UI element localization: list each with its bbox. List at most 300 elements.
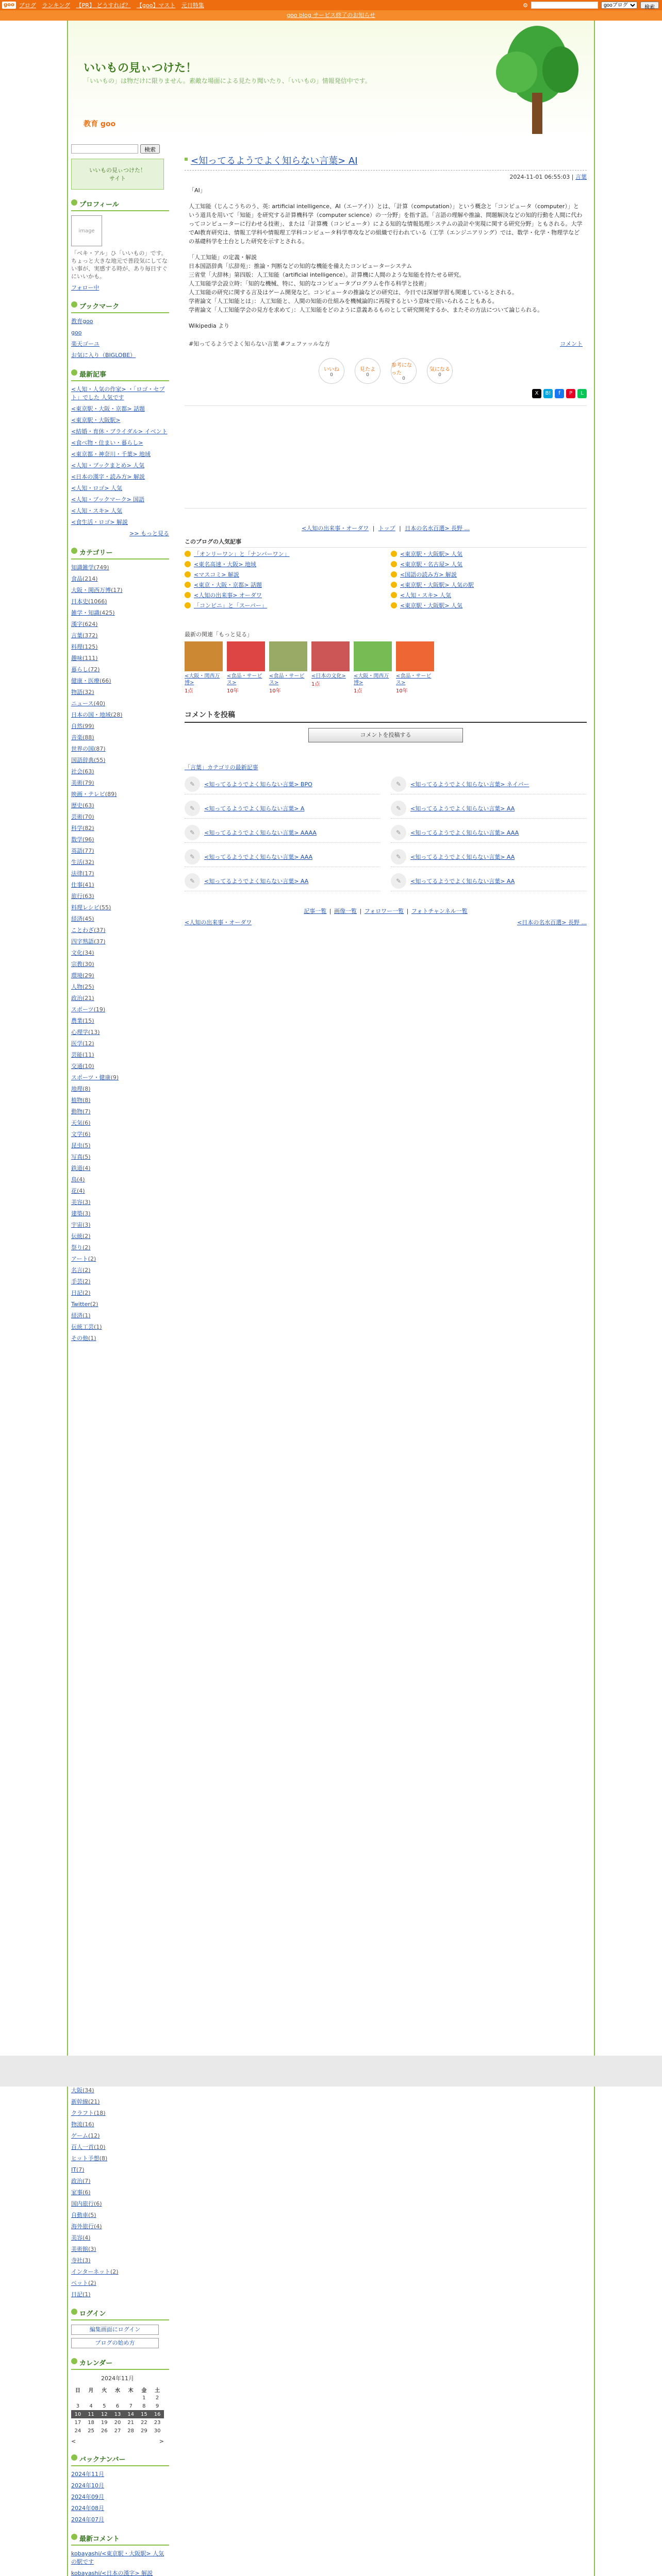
category-name[interactable]: 美術館 (71, 2246, 88, 2252)
category-item[interactable] (71, 2166, 169, 2174)
category-name[interactable]: 日記 (71, 2291, 82, 2298)
category-name[interactable]: 家事 (71, 2189, 82, 2196)
category-item[interactable] (71, 620, 169, 629)
related-link[interactable]: <マスコミ> 解説 (194, 571, 239, 578)
category-item[interactable] (71, 2177, 169, 2185)
recommend-image[interactable] (311, 641, 350, 671)
category-item[interactable] (71, 1255, 169, 1263)
category-name[interactable]: 医学 (71, 1040, 82, 1047)
category-name[interactable]: 国内旅行 (71, 2200, 94, 2207)
category-item[interactable] (71, 756, 169, 765)
category-latest-link[interactable]: <知ってるようでよく知らない言葉> AAA (410, 829, 519, 836)
bookmark-item[interactable]: goo (71, 329, 82, 336)
recommend-card[interactable] (227, 641, 265, 694)
recent-item[interactable]: <人知・ブックまとめ> 人気 (71, 462, 145, 469)
category-name[interactable]: 知識雑学 (71, 564, 94, 571)
category-item[interactable] (71, 1119, 169, 1127)
category-name[interactable]: 自然 (71, 723, 82, 730)
calendar-day[interactable]: 2 (155, 2395, 159, 2401)
category-name[interactable]: 社会 (71, 768, 82, 775)
category-latest-link[interactable]: <知ってるようでよく知らない言葉> AAAA (204, 829, 317, 836)
category-name[interactable]: 物流 (71, 2121, 82, 2128)
backnumber-item[interactable]: 2024年10月 (71, 2482, 104, 2489)
related-link[interactable]: <人知の出来事> オーダワ (194, 592, 262, 599)
category-item[interactable] (71, 1221, 169, 1229)
category-latest-item[interactable] (185, 799, 380, 819)
category-item[interactable] (71, 1323, 169, 1331)
category-item[interactable] (71, 881, 169, 889)
category-name[interactable]: アート (71, 1256, 88, 1262)
backnumber-item[interactable]: 2024年09月 (71, 2494, 104, 2500)
category-name[interactable]: 海外旅行 (71, 2223, 94, 2230)
category-item[interactable] (71, 2098, 169, 2106)
category-name[interactable]: 歴史 (71, 802, 82, 809)
category-name[interactable]: 手芸 (71, 1278, 82, 1285)
category-item[interactable] (71, 643, 169, 651)
blog-banner[interactable] (71, 159, 164, 190)
category-latest-item[interactable] (185, 823, 380, 843)
category-item[interactable] (71, 745, 169, 753)
category-item[interactable] (71, 1300, 169, 1309)
category-name[interactable]: 大阪 (71, 2087, 82, 2094)
category-name[interactable]: 芸術 (71, 814, 82, 820)
blog-search-input[interactable] (71, 144, 138, 154)
category-item[interactable] (71, 734, 169, 742)
calendar-day[interactable]: 11 (85, 2410, 98, 2418)
calendar-day[interactable]: 21 (127, 2419, 135, 2426)
category-name[interactable]: 芸能 (71, 1052, 82, 1058)
category-name[interactable]: 宇宙 (71, 1222, 82, 1228)
category-name[interactable]: 暮らし (71, 666, 88, 673)
calendar-prev[interactable]: < (71, 2438, 76, 2445)
category-item[interactable] (71, 2257, 169, 2265)
top-nav-link[interactable]: 元日特集 (181, 2, 204, 9)
recent-item[interactable]: <結婚・育休・ブライダル> イベント (71, 428, 168, 435)
category-name[interactable]: クラフト (71, 2110, 94, 2116)
category-item[interactable] (71, 2109, 169, 2117)
category-name[interactable]: 経済 (71, 1312, 82, 1319)
category-item[interactable] (71, 972, 169, 980)
calendar-day[interactable]: 29 (141, 2428, 147, 2434)
category-name[interactable]: ペット (71, 2280, 88, 2286)
category-name[interactable]: インターネット (71, 2268, 111, 2275)
category-latest-item[interactable] (185, 847, 380, 867)
category-name[interactable]: ゲーム (71, 2132, 88, 2139)
category-name[interactable]: ニュース (71, 700, 94, 707)
recommend-label[interactable]: <食品・サービス> (396, 673, 432, 686)
category-name[interactable]: 料理レシピ (71, 904, 100, 911)
category-name[interactable]: 食品 (71, 575, 82, 582)
category-latest-item[interactable] (185, 774, 380, 794)
calendar-day[interactable]: 27 (114, 2428, 121, 2434)
category-item[interactable] (71, 1334, 169, 1343)
category-name[interactable]: 政治 (71, 2178, 82, 2184)
recent-item[interactable]: <東京都・神奈川・千葉> 地域 (71, 451, 151, 457)
calendar-next[interactable]: > (159, 2438, 164, 2445)
calendar-day[interactable]: 3 (76, 2403, 80, 2409)
recent-item[interactable]: <日本の漢字・読み方> 解説 (71, 473, 145, 480)
category-latest-item[interactable] (185, 871, 380, 891)
category-name[interactable]: 料理 (71, 643, 82, 650)
recent-item[interactable]: <人知・スキ> 人気 (71, 507, 122, 514)
category-item[interactable] (71, 1040, 169, 1048)
reaction-button[interactable] (319, 358, 344, 384)
category-item[interactable] (71, 802, 169, 810)
calendar-day[interactable]: 6 (115, 2403, 120, 2409)
category-name[interactable]: ヒット予想 (71, 2155, 100, 2162)
recommend-label[interactable]: <大阪・関西万博> (354, 673, 389, 686)
category-name[interactable]: 漢字 (71, 621, 82, 628)
category-name[interactable]: 自動車 (71, 2212, 88, 2218)
reaction-button[interactable] (391, 358, 417, 384)
category-latest-link[interactable]: <知ってるようでよく知らない言葉> A (204, 805, 305, 812)
category-name[interactable]: 地理 (71, 1086, 82, 1092)
related-link[interactable]: <東名高速・大阪> 地域 (194, 561, 256, 568)
category-item[interactable] (71, 790, 169, 799)
category-name[interactable]: 寺社 (71, 2257, 82, 2264)
calendar-day[interactable]: 10 (71, 2410, 85, 2418)
category-item[interactable] (71, 1051, 169, 1059)
category-item[interactable] (71, 722, 169, 731)
category-item[interactable] (71, 983, 169, 991)
category-item[interactable] (71, 2121, 169, 2129)
sns-share-icon[interactable]: L (577, 389, 587, 398)
category-item[interactable] (71, 858, 169, 867)
category-name[interactable]: その他 (71, 1335, 88, 1342)
category-name[interactable]: 科学 (71, 825, 82, 832)
category-name[interactable]: スポーツ (71, 1006, 94, 1013)
gear-icon[interactable]: ⚙ (523, 2, 528, 9)
calendar-day[interactable]: 13 (111, 2410, 124, 2418)
category-name[interactable]: 四字熟語 (71, 938, 94, 945)
category-name[interactable]: 新幹線 (71, 2098, 88, 2105)
top-nav-link[interactable]: 【goo】マスト (136, 2, 176, 9)
category-item[interactable] (71, 1006, 169, 1014)
category-item[interactable] (71, 1130, 169, 1139)
recommend-image[interactable] (354, 641, 392, 671)
related-link[interactable]: 「コンビニ」と「スーパー」 (194, 602, 267, 609)
sns-share-icon[interactable]: B! (543, 389, 553, 398)
category-item[interactable] (71, 2200, 169, 2208)
bookmark-item[interactable]: 楽天ゴーユ (71, 341, 100, 347)
reaction-button[interactable] (427, 358, 453, 384)
category-name[interactable]: IT (71, 2166, 76, 2173)
bottom-next-link[interactable]: <日本の名水百選> 長野 ... (517, 919, 587, 926)
sns-share-icon[interactable]: X (532, 389, 541, 398)
recent-item[interactable]: <人知・ブックマーク> 国語 (71, 496, 145, 503)
category-item[interactable] (71, 1244, 169, 1252)
category-name[interactable]: 政治 (71, 995, 82, 1002)
category-name[interactable]: 趣味 (71, 655, 82, 662)
related-link[interactable]: <東京駅・大阪駅> 人気 (400, 602, 462, 609)
category-name[interactable]: 日記 (71, 1290, 82, 1296)
category-name[interactable]: 大阪・関西万博 (71, 587, 111, 594)
reaction-button[interactable] (355, 358, 380, 384)
category-item[interactable] (71, 564, 169, 572)
bottom-prev-link[interactable]: <人知の出来事・オーダワ (185, 919, 252, 926)
category-item[interactable] (71, 654, 169, 663)
calendar-day[interactable]: 22 (141, 2419, 147, 2426)
category-name[interactable]: 環境 (71, 972, 82, 979)
category-item[interactable] (71, 1210, 169, 1218)
recommend-label[interactable]: <日本の文化> (311, 673, 346, 679)
bottom-nav-link[interactable]: 画像一覧 (334, 908, 357, 914)
category-latest-item[interactable] (391, 774, 587, 794)
category-item[interactable] (71, 2223, 169, 2231)
calendar-day[interactable]: 15 (138, 2410, 151, 2418)
recent-item[interactable]: <食生活・ロゴ> 解説 (71, 519, 128, 526)
category-item[interactable] (71, 1074, 169, 1082)
category-item[interactable] (71, 688, 169, 697)
comment-item[interactable]: kobayashi/<日本の漢字> 解説 (71, 2570, 153, 2576)
category-item[interactable] (71, 892, 169, 901)
tag-list[interactable]: #知ってるようでよく知らない言葉 #フェファッルな方 (189, 341, 330, 347)
calendar-day[interactable]: 12 (97, 2410, 111, 2418)
recent-item[interactable]: <人知・ロゴ> 人気 (71, 485, 122, 492)
category-latest-link[interactable]: <知ってるようでよく知らない言葉> BPO (204, 781, 312, 788)
category-item[interactable] (71, 1153, 169, 1161)
related-link[interactable]: <国語の読み方> 解説 (400, 571, 457, 578)
category-item[interactable] (71, 904, 169, 912)
recommend-label[interactable]: <食品・サービス> (227, 673, 262, 686)
related-link[interactable]: <東京駅・名古屋> 人気 (400, 561, 462, 568)
related-link[interactable]: <東京駅・大阪駅> 人気の駅 (400, 582, 474, 588)
category-item[interactable] (71, 994, 169, 1003)
calendar-day[interactable]: 19 (101, 2419, 108, 2426)
sns-share-icon[interactable]: P (566, 389, 575, 398)
category-item[interactable] (71, 1096, 169, 1105)
calendar-day[interactable]: 4 (89, 2403, 93, 2409)
category-name[interactable]: 日本史 (71, 598, 88, 605)
category-item[interactable] (71, 2245, 169, 2253)
service-notice-link[interactable]: goo blog サービス終了のお知らせ (287, 12, 375, 19)
category-item[interactable] (71, 1176, 169, 1184)
category-name[interactable]: 宗教 (71, 961, 82, 968)
category-item[interactable] (71, 768, 169, 776)
category-latest-item[interactable] (391, 799, 587, 819)
calendar-day[interactable]: 16 (151, 2410, 164, 2418)
comment-link[interactable]: コメント (560, 341, 583, 347)
category-name[interactable]: 美術 (71, 779, 82, 786)
category-item[interactable] (71, 915, 169, 923)
category-name[interactable]: 写真 (71, 1154, 82, 1160)
category-latest-link[interactable]: <知ってるようでよく知らない言葉> AA (410, 878, 515, 885)
category-name[interactable]: 天気 (71, 1120, 82, 1126)
category-item[interactable] (71, 666, 169, 674)
category-name[interactable]: 経済 (71, 916, 82, 922)
category-name[interactable]: 鳥 (71, 1176, 77, 1183)
category-item[interactable] (71, 813, 169, 821)
calendar-day[interactable]: 9 (155, 2403, 159, 2409)
category-name[interactable]: 祭り (71, 1244, 82, 1251)
backnumber-item[interactable]: 2024年08月 (71, 2505, 104, 2512)
category-name[interactable]: 日本の国・地域 (71, 711, 111, 718)
category-latest-link[interactable]: <知ってるようでよく知らない言葉> AA (410, 854, 515, 860)
bookmark-item[interactable]: 教育goo (71, 318, 93, 325)
category-name[interactable]: 交通 (71, 1063, 82, 1070)
category-name[interactable]: Twitter (71, 1301, 90, 1308)
category-latest-link[interactable]: 「言葉」カテゴリの最新記事 (185, 764, 258, 771)
category-item[interactable] (71, 598, 169, 606)
category-latest-link[interactable]: <知ってるようでよく知らない言葉> AA (410, 805, 515, 812)
category-item[interactable] (71, 2155, 169, 2163)
category-item[interactable] (71, 870, 169, 878)
category-name[interactable]: 動物 (71, 1108, 82, 1115)
category-name[interactable]: 数学 (71, 836, 82, 843)
category-name[interactable]: 心理学 (71, 1029, 88, 1036)
follow-link[interactable]: フォロー中 (71, 284, 100, 291)
category-item[interactable] (71, 575, 169, 583)
related-link[interactable]: <人知・スキ> 人気 (400, 592, 451, 599)
recommend-label[interactable]: <食品・サービス> (269, 673, 305, 686)
category-name[interactable]: スポーツ・健康 (71, 1074, 111, 1081)
category-latest-link[interactable]: <知ってるようでよく知らない言葉> ネイバー (410, 781, 529, 788)
calendar-day[interactable]: 30 (154, 2428, 161, 2434)
category-name[interactable]: 物語 (71, 689, 82, 696)
goo-brand[interactable]: 教育 goo (84, 120, 116, 128)
category-item[interactable] (71, 926, 169, 935)
category-name[interactable]: 人物 (71, 984, 82, 990)
category-name[interactable]: 文学 (71, 1131, 82, 1138)
goo-logo[interactable]: goo (2, 2, 16, 9)
calendar-day[interactable]: 23 (154, 2419, 161, 2426)
bookmark-item[interactable]: お気に入り（BIGLOBE） (71, 352, 136, 359)
category-name[interactable]: 映画・テレビ (71, 791, 105, 798)
category-name[interactable]: 言葉 (71, 632, 82, 639)
recommend-image[interactable] (227, 641, 265, 671)
recommend-card[interactable] (396, 641, 434, 694)
category-name[interactable]: 仕事 (71, 882, 82, 888)
bottom-nav-link[interactable]: フォトチャンネル一覧 (411, 908, 468, 914)
category-item[interactable] (71, 847, 169, 855)
category-name[interactable]: 百人一首 (71, 2144, 94, 2150)
top-nav-link[interactable]: ランキング (42, 2, 71, 9)
related-link[interactable]: 「オンリーワン」と「ナンバーワン」 (194, 551, 290, 557)
category-name[interactable]: 鉄道 (71, 1165, 82, 1172)
category-item[interactable] (71, 2211, 169, 2219)
category-item[interactable] (71, 2143, 169, 2151)
prev-entry-link[interactable]: <人知の出来事・オーダワ (302, 525, 369, 532)
category-name[interactable]: 旅行 (71, 893, 82, 900)
related-link[interactable]: <東京・大阪・京都> 話題 (194, 582, 262, 588)
category-item[interactable] (71, 1062, 169, 1071)
category-name[interactable]: 美容 (71, 2234, 82, 2241)
category-item[interactable] (71, 586, 169, 595)
calendar-day[interactable]: 7 (129, 2403, 133, 2409)
category-item[interactable] (71, 1142, 169, 1150)
category-item[interactable] (71, 949, 169, 957)
top-nav-link[interactable]: ブログ (19, 2, 36, 9)
recommend-card[interactable] (269, 641, 307, 694)
category-name[interactable]: 花 (71, 1188, 77, 1194)
calendar-day[interactable]: 26 (101, 2428, 108, 2434)
category-item[interactable] (71, 1289, 169, 1297)
category-item[interactable] (71, 1312, 169, 1320)
category-name[interactable]: 美容 (71, 1199, 82, 1206)
calendar-day[interactable]: 25 (88, 2428, 94, 2434)
category-item[interactable] (71, 1266, 169, 1275)
sns-share-icon[interactable]: f (555, 389, 564, 398)
recent-item[interactable]: <東京駅・大阪・京都> 話題 (71, 405, 145, 412)
bottom-nav-link[interactable]: 記事一覧 (304, 908, 327, 914)
calendar-day[interactable]: 20 (114, 2419, 121, 2426)
category-item[interactable] (71, 2291, 169, 2299)
category-name[interactable]: 国語辞典 (71, 757, 94, 764)
calendar-day[interactable]: 17 (74, 2419, 81, 2426)
calendar-day[interactable]: 5 (103, 2403, 106, 2409)
related-link[interactable]: <東京駅・大阪駅> 人気 (400, 551, 462, 557)
recommend-card[interactable] (311, 641, 350, 694)
category-name[interactable]: 世界の国 (71, 745, 94, 752)
category-item[interactable] (71, 1278, 169, 1286)
recommend-image[interactable] (185, 641, 223, 671)
calendar-day[interactable]: 24 (74, 2428, 81, 2434)
category-item[interactable] (71, 2132, 169, 2140)
category-name[interactable]: 雑学・知識 (71, 609, 100, 616)
entry-title[interactable]: <知ってるようでよく知らない言葉> AI (185, 149, 587, 171)
category-item[interactable] (71, 1198, 169, 1207)
search-button[interactable]: 検索 (640, 2, 659, 9)
category-item[interactable] (71, 1232, 169, 1241)
search-input[interactable] (531, 2, 598, 9)
recommend-image[interactable] (269, 641, 307, 671)
category-item[interactable] (71, 2279, 169, 2287)
category-item[interactable] (71, 2189, 169, 2197)
category-name[interactable]: 生活 (71, 859, 82, 866)
category-item[interactable] (71, 836, 169, 844)
category-latest-item[interactable] (391, 823, 587, 843)
calendar-day[interactable]: 1 (142, 2395, 146, 2401)
category-item[interactable] (71, 1164, 169, 1173)
category-item[interactable] (71, 1108, 169, 1116)
backnumber-item[interactable]: 2024年07月 (71, 2516, 104, 2523)
comment-item[interactable]: kobayashi/<東京駅・大阪駅> 人気の駅です (71, 2550, 164, 2565)
next-entry-link[interactable]: 日本の名水百選> 長野 ... (405, 525, 470, 532)
category-item[interactable] (71, 700, 169, 708)
entry-category[interactable]: 言葉 (575, 174, 587, 180)
category-item[interactable] (71, 2234, 169, 2242)
category-name[interactable]: 伝統 (71, 1233, 82, 1240)
category-name[interactable]: 英語 (71, 848, 82, 854)
category-item[interactable] (71, 609, 169, 617)
category-item[interactable] (71, 1085, 169, 1093)
category-name[interactable]: 建築 (71, 1210, 82, 1217)
recent-item[interactable]: <食べ物・住まい・暮らし> (71, 439, 143, 446)
login-button[interactable]: 編集画面にログイン (71, 2325, 159, 2335)
category-name[interactable]: 植物 (71, 1097, 82, 1104)
category-item[interactable] (71, 1017, 169, 1025)
profile-avatar[interactable]: image (71, 215, 102, 246)
category-item[interactable] (71, 711, 169, 719)
category-item[interactable] (71, 1187, 169, 1195)
category-name[interactable]: 文化 (71, 950, 82, 956)
top-link[interactable]: トップ (378, 525, 395, 532)
top-nav-link[interactable]: 【PR】 どうすれば？ (76, 2, 131, 9)
category-name[interactable]: 昆虫 (71, 1142, 82, 1149)
category-name[interactable]: 音楽 (71, 734, 82, 741)
category-name[interactable]: 農業 (71, 1018, 82, 1024)
category-name[interactable]: 法律 (71, 870, 82, 877)
category-latest-link[interactable]: <知ってるようでよく知らない言葉> AAA (204, 854, 313, 860)
more-link[interactable]: >> もっと見る (129, 530, 169, 537)
category-latest-item[interactable] (391, 847, 587, 867)
category-item[interactable] (71, 2268, 169, 2276)
calendar-day[interactable]: 28 (127, 2428, 135, 2434)
recommend-image[interactable] (396, 641, 434, 671)
recent-item[interactable]: <東京駅・大阪駅> (71, 417, 121, 423)
category-item[interactable] (71, 779, 169, 787)
category-name[interactable]: 伝統工芸 (71, 1324, 94, 1330)
